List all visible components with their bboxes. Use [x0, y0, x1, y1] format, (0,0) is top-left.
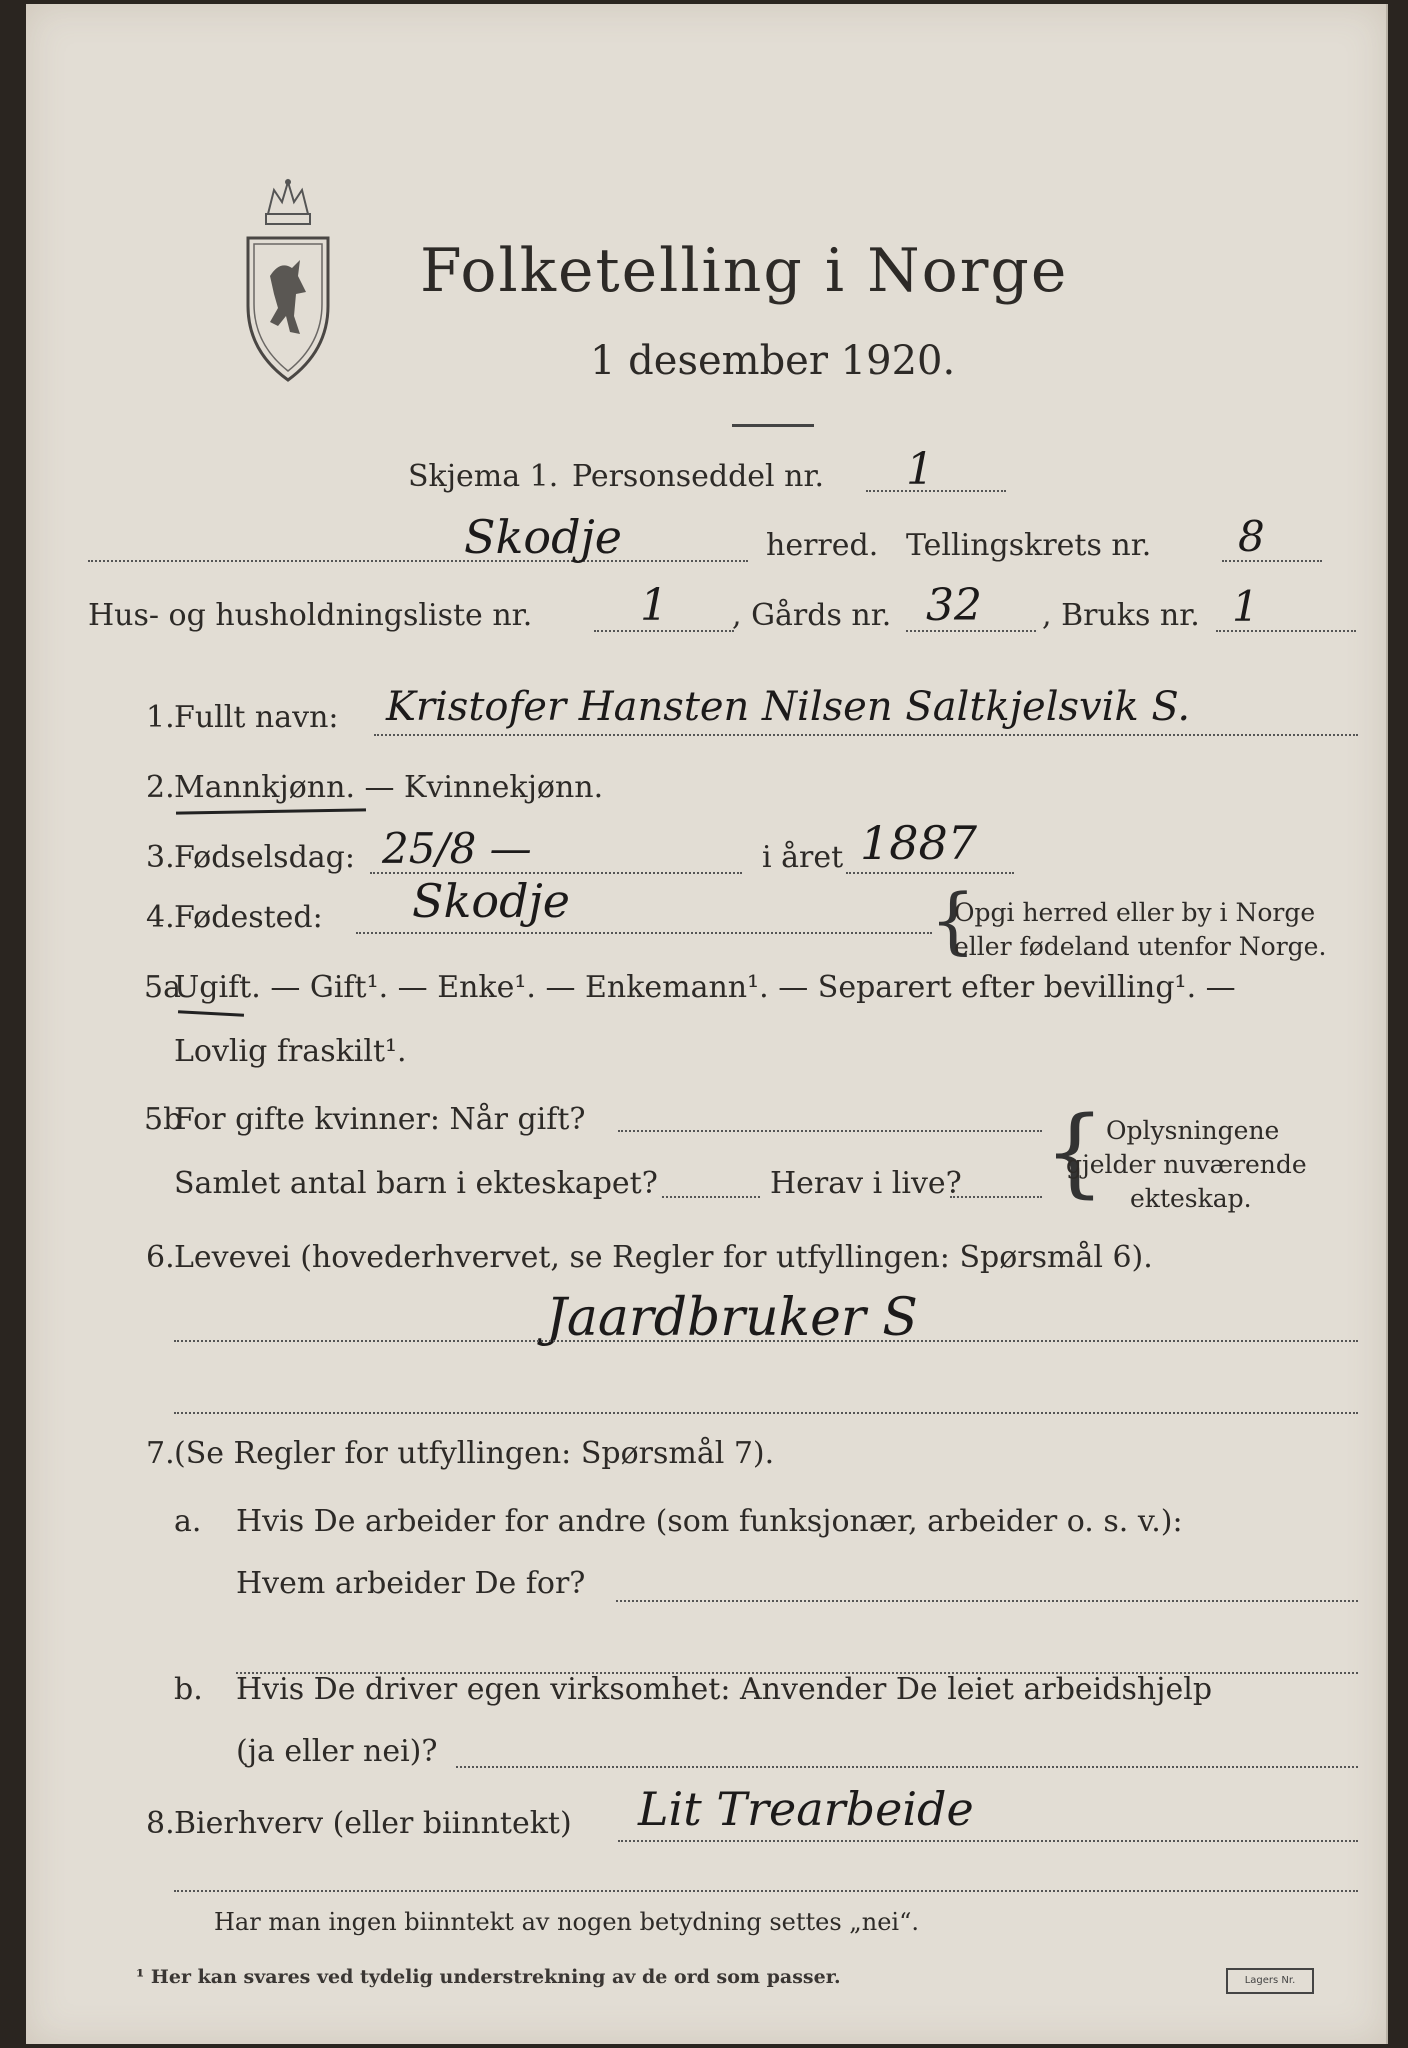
ugift-option[interactable]: Ugift — [174, 970, 252, 1005]
q6-number: 6. — [146, 1240, 175, 1275]
skjema-label: Skjema 1. — [408, 459, 559, 494]
printer-stamp-text: Lagers Nr. — [1244, 1975, 1296, 1986]
marital-other-options: . — Gift¹. — Enke¹. — Enkemann¹. — Separert efter bevilling¹. — — [251, 970, 1236, 1005]
q1-label: Fullt navn: — [174, 700, 339, 735]
side-income-value[interactable]: Lit Trearbeide — [638, 1782, 974, 1836]
q7b-line1: Hvis De driver egen virksomhet: Anvender De leiet arbeidshjelp — [236, 1672, 1213, 1707]
female-option[interactable]: Kvinnekjønn — [404, 770, 594, 805]
q5b-number: 5b — [144, 1102, 183, 1137]
married-when-field[interactable] — [618, 1130, 1042, 1132]
birthday-value[interactable]: 25/8 — — [382, 824, 532, 873]
hired-help-field[interactable] — [456, 1766, 1358, 1768]
title-divider — [732, 424, 814, 427]
q7-label: (Se Regler for utfyllingen: Spørsmål 7). — [174, 1436, 775, 1471]
q5b-note2: gjelder nuværende — [1066, 1150, 1307, 1179]
q4-note-line1: Opgi herred eller by i Norge — [954, 898, 1316, 927]
employer-field[interactable] — [616, 1600, 1358, 1602]
tellingskrets-label: Tellingskrets nr. — [906, 528, 1152, 563]
q2-separator: . — — [345, 770, 405, 805]
q4-label: Fødested: — [174, 900, 323, 935]
coat-of-arms-emblem — [240, 176, 336, 386]
q6-label: Levevei (hovederhvervet, se Regler for utfyllingen: Spørsmål 6). — [174, 1240, 1153, 1275]
form-title: Folketelling i Norge — [420, 236, 1069, 306]
bruks-label: , Bruks nr. — [1042, 598, 1200, 633]
personseddel-value[interactable]: 1 — [906, 444, 934, 495]
personseddel-label: Personseddel nr. — [572, 459, 825, 494]
gards-label: , Gårds nr. — [732, 598, 892, 633]
birthplace-value[interactable]: Skodje — [412, 874, 571, 928]
male-option[interactable]: Mannkjønn — [174, 770, 346, 805]
gards-value[interactable]: 32 — [926, 580, 982, 631]
q5b-note1: Oplysningene — [1106, 1116, 1280, 1145]
q7a-line1: Hvis De arbeider for andre (som funksjonær, arbeider o. s. v.): — [236, 1504, 1183, 1539]
children-alive-field[interactable] — [950, 1196, 1042, 1198]
q8-number: 8. — [146, 1806, 175, 1841]
q8-label: Bierhverv (eller biinntekt) — [174, 1806, 572, 1841]
herred-label: herred. — [766, 528, 879, 563]
male-underline-mark — [176, 808, 366, 814]
q5b-note3: ekteskap. — [1130, 1184, 1252, 1213]
footnote: ¹ Her kan svares ved tydelig understrekning av de ord som passer. — [136, 1966, 841, 1988]
full-name-value[interactable]: Kristofer Hansten Nilsen Saltkjelsvik S. — [386, 684, 1191, 730]
q7-number: 7. — [146, 1436, 175, 1471]
hus-value[interactable]: 1 — [640, 580, 668, 631]
q1-number: 1. — [146, 700, 175, 735]
q4-note-line2: eller fødeland utenfor Norge. — [954, 932, 1327, 961]
printer-stamp — [1226, 1968, 1314, 1994]
hus-label: Hus- og husholdningsliste nr. — [88, 598, 533, 633]
q7b-letter: b. — [174, 1672, 203, 1707]
children-count-field[interactable] — [662, 1196, 760, 1198]
q7b-line2: (ja eller nei)? — [236, 1734, 438, 1769]
birth-year-value[interactable]: 1887 — [860, 816, 978, 870]
q5a-line2: Lovlig fraskilt¹. — [174, 1034, 407, 1069]
q5b-line2b: Herav i live? — [770, 1166, 962, 1201]
q2-number: 2. — [146, 770, 175, 805]
q2-options: Mannkjønn. — Kvinnekjønn. — [174, 770, 604, 805]
q7a-line2: Hvem arbeider De for? — [236, 1566, 586, 1601]
q5b-line2a: Samlet antal barn i ekteskapet? — [174, 1166, 658, 1201]
bruks-value[interactable]: 1 — [1232, 582, 1259, 631]
q3-label: Fødselsdag: — [174, 840, 355, 875]
q7a-letter: a. — [174, 1504, 202, 1539]
census-form-sheet — [26, 4, 1388, 2044]
no-income-note: Har man ingen biinntekt av nogen betydning settes „nei“. — [214, 1908, 919, 1936]
year-label: i året — [762, 840, 844, 875]
occupation-value[interactable]: Jaardbruker S — [546, 1288, 918, 1348]
ugift-underline-mark — [178, 1010, 244, 1016]
q4-brace: { — [930, 878, 976, 962]
q5a-options — [174, 970, 1236, 1005]
q4-number: 4. — [146, 900, 175, 935]
census-date: 1 desember 1920. — [590, 338, 956, 384]
q5a-number: 5a — [144, 970, 181, 1005]
tellingskrets-value[interactable]: 8 — [1238, 512, 1265, 561]
q5b-brace: { — [1044, 1096, 1106, 1208]
q3-number: 3. — [146, 840, 175, 875]
q5b-line1: For gifte kvinner: Når gift? — [174, 1102, 586, 1137]
herred-value[interactable]: Skodje — [464, 510, 623, 564]
